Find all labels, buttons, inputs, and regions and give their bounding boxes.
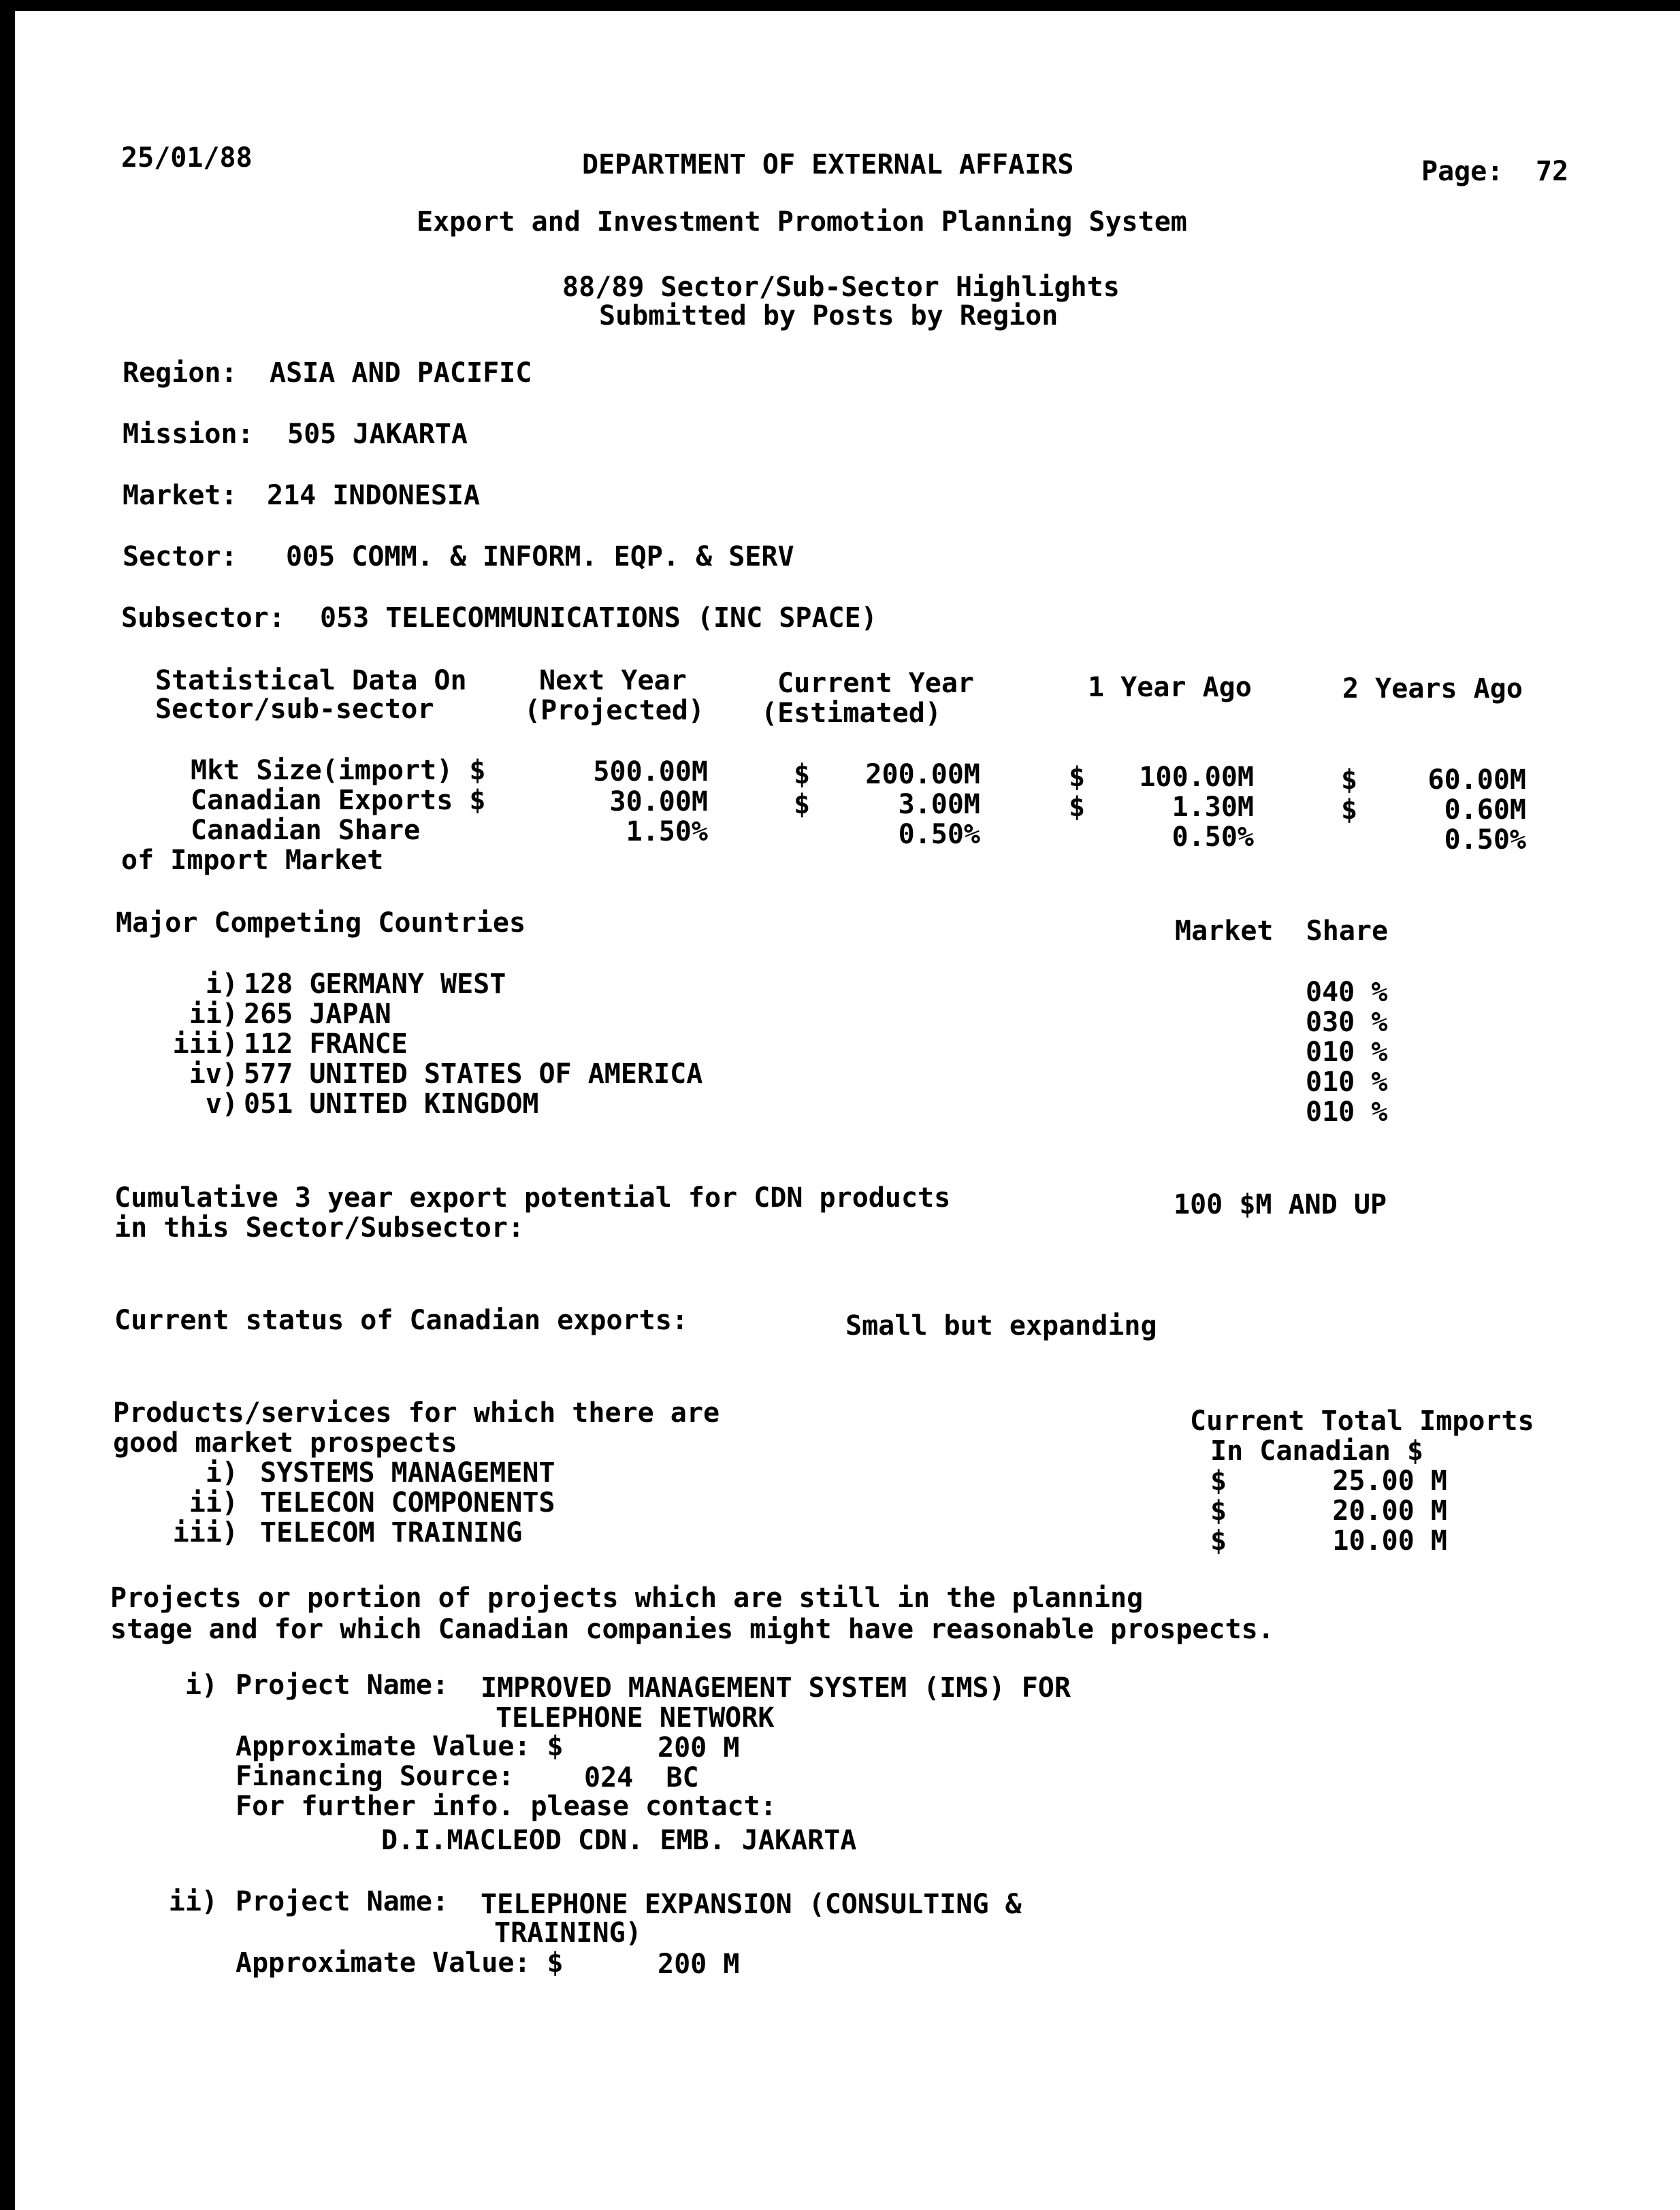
stats-header-label-line2: Sector/sub-sector: [155, 694, 434, 725]
stats-header-label-line1: Statistical Data On: [155, 665, 467, 696]
project-value: 200 M: [658, 1949, 740, 1980]
competitor-share: 030 %: [1306, 1007, 1388, 1038]
system-title: Export and Investment Promotion Planning System: [417, 206, 1187, 238]
stat-value: 60.00M: [1427, 764, 1526, 796]
project-name-line1: TELEPHONE EXPANSION (CONSULTING &: [481, 1889, 1022, 1920]
stat-value: 0.50%: [1172, 822, 1254, 853]
project-number: i): [184, 1670, 218, 1701]
currency-symbol: $: [794, 789, 811, 820]
subtitle-sector-highlights: 88/89 Sector/Sub-Sector Highlights: [562, 272, 1120, 303]
stat-value: 100.00M: [1139, 762, 1254, 793]
projects-intro-line2: stage and for which Canadian companies might have reasonable prospects.: [110, 1614, 1274, 1645]
project-name-label: Project Name:: [236, 1886, 449, 1917]
imports-header-line1: Current Total Imports: [1190, 1405, 1534, 1437]
stat-value: 500.00M: [593, 756, 708, 787]
product-import-value: 20.00 M: [1332, 1495, 1447, 1527]
market-value: 214 INDONESIA: [267, 480, 481, 511]
stat-value: 1.50%: [626, 816, 708, 847]
col-next-year-line2: (Projected): [524, 695, 705, 726]
export-potential-value: 100 $M AND UP: [1174, 1189, 1387, 1220]
currency-symbol: $: [1069, 792, 1086, 823]
subsector-label: Subsector:: [121, 602, 285, 634]
row-label-import-market: of Import Market: [121, 845, 384, 876]
subtitle-submitted: Submitted by Posts by Region: [599, 300, 1059, 331]
col-next-year-line1: Next Year: [539, 665, 687, 696]
mission-label: Mission:: [123, 419, 254, 450]
product-number: ii): [189, 1487, 238, 1518]
stat-value: 200.00M: [865, 759, 980, 790]
export-status-value: Small but expanding: [845, 1310, 1157, 1342]
project-contact: D.I.MACLEOD CDN. EMB. JAKARTA: [381, 1825, 857, 1856]
competitor-share: 010 %: [1306, 1067, 1388, 1098]
page-number: 72: [1536, 156, 1569, 187]
projects-intro-line1: Projects or portion of projects which are still in the planning: [110, 1582, 1144, 1614]
product-import-value: 10.00 M: [1332, 1525, 1447, 1557]
competitor-share: 040 %: [1306, 977, 1388, 1008]
products-label-line2: good market prospects: [113, 1427, 457, 1459]
currency-symbol: $: [1210, 1525, 1227, 1557]
export-status-label: Current status of Canadian exports:: [114, 1305, 688, 1336]
currency-symbol: $: [1341, 794, 1358, 826]
product-number: i): [205, 1457, 238, 1489]
project-name-line2: TRAINING): [494, 1917, 642, 1949]
product-name: TELECOM TRAINING: [260, 1517, 523, 1548]
scan-edge-left: [0, 0, 15, 2210]
project-value-label: Approximate Value: $: [236, 1947, 564, 1979]
competitor-share: 010 %: [1306, 1037, 1388, 1068]
department-title: DEPARTMENT OF EXTERNAL AFFAIRS: [582, 149, 1074, 180]
currency-symbol: $: [794, 759, 811, 790]
currency-symbol: $: [1210, 1465, 1227, 1497]
competitors-title: Major Competing Countries: [116, 907, 526, 939]
project-number: ii): [168, 1886, 218, 1917]
project-financing-label: Financing Source:: [236, 1761, 515, 1792]
competitor-name: 051 UNITED KINGDOM: [244, 1088, 539, 1120]
col-2-years-ago: 2 Years Ago: [1342, 673, 1523, 704]
scan-edge-top: [0, 0, 1680, 11]
region-label: Region:: [123, 357, 238, 389]
competitor-name: 112 FRANCE: [244, 1028, 408, 1060]
region-value: ASIA AND PACIFIC: [270, 357, 532, 389]
project-name-line1: IMPROVED MANAGEMENT SYSTEM (IMS) FOR: [481, 1672, 1071, 1704]
project-name-label: Project Name:: [236, 1670, 449, 1701]
stat-value: 0.50%: [898, 819, 980, 850]
subsector-value: 053 TELECOMMUNICATIONS (INC SPACE): [320, 602, 877, 634]
competitor-name: 265 JAPAN: [244, 998, 391, 1030]
product-name: SYSTEMS MANAGEMENT: [260, 1457, 555, 1489]
sector-value: 005 COMM. & INFORM. EQP. & SERV: [286, 541, 794, 572]
row-label-canadian-share: Canadian Share: [191, 815, 421, 846]
market-label: Market:: [123, 480, 238, 511]
stat-value: 1.30M: [1172, 792, 1254, 823]
project-contact-label: For further info. please contact:: [236, 1791, 777, 1822]
currency-symbol: $: [1341, 764, 1358, 796]
competitor-share: 010 %: [1306, 1096, 1388, 1128]
competitor-number: i): [205, 969, 238, 1000]
currency-symbol: $: [1210, 1495, 1227, 1527]
competitor-number: v): [205, 1088, 238, 1120]
col-current-year-line2: (Estimated): [761, 698, 941, 729]
competitor-name: 128 GERMANY WEST: [244, 969, 506, 1000]
currency-symbol: $: [1069, 762, 1086, 793]
report-date: 25/01/88: [121, 142, 253, 174]
competitor-number: iv): [189, 1058, 238, 1090]
project-value-label: Approximate Value: $: [236, 1731, 564, 1762]
competitor-number: iii): [172, 1028, 238, 1060]
product-number: iii): [172, 1517, 238, 1548]
product-name: TELECON COMPONENTS: [260, 1487, 555, 1518]
stat-value: 0.60M: [1444, 794, 1526, 826]
products-label-line1: Products/services for which there are: [113, 1397, 720, 1429]
col-1-year-ago: 1 Year Ago: [1088, 672, 1252, 703]
project-name-line2: TELEPHONE NETWORK: [496, 1702, 775, 1734]
export-potential-label-line2: in this Sector/Subsector:: [114, 1212, 525, 1244]
market-share-header: Market Share: [1175, 915, 1389, 947]
imports-header-line2: In Canadian $: [1210, 1435, 1424, 1467]
row-label-canadian-exports: Canadian Exports $: [191, 785, 486, 816]
row-label-mkt-size: Mkt Size(import) $: [191, 755, 486, 786]
mission-value: 505 JAKARTA: [287, 419, 468, 450]
competitor-name: 577 UNITED STATES OF AMERICA: [244, 1058, 703, 1090]
project-value: 200 M: [658, 1732, 740, 1764]
sector-label: Sector:: [123, 541, 238, 572]
competitor-number: ii): [189, 998, 238, 1030]
stat-value: 0.50%: [1444, 824, 1526, 856]
stat-value: 3.00M: [898, 789, 980, 820]
col-current-year-line1: Current Year: [777, 668, 974, 699]
page-label: Page:: [1421, 156, 1504, 187]
project-financing-value: 024 BC: [584, 1762, 699, 1793]
product-import-value: 25.00 M: [1332, 1465, 1447, 1497]
stat-value: 30.00M: [609, 786, 708, 817]
export-potential-label-line1: Cumulative 3 year export potential for CDN products: [114, 1182, 951, 1214]
